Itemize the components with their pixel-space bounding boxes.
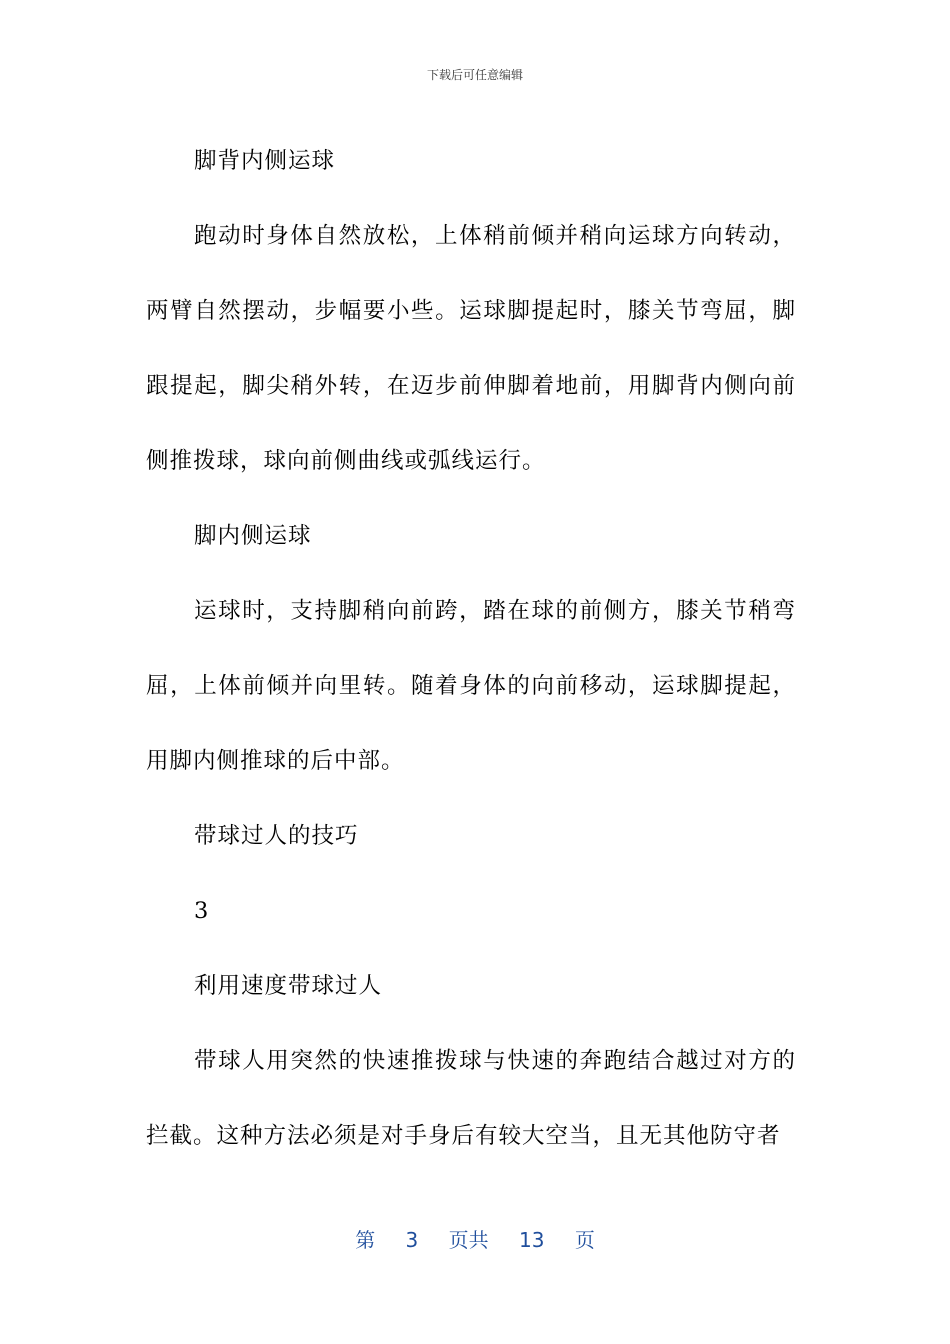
footer-middle: 页共 — [448, 1228, 489, 1252]
footer-suffix: 页 — [574, 1228, 595, 1252]
section-heading: 脚内侧运球 — [194, 523, 312, 549]
paragraph: 运球时，支持脚稍向前跨，踏在球的前侧方，膝关节稍弯屈，上体前倾并向里转。随着身体的向前移动，运球脚提起，用脚内侧推球的后中部。 — [146, 598, 796, 774]
section-heading: 带球过人的技巧 — [194, 823, 359, 849]
paragraph: 跑动时身体自然放松，上体稍前倾并稍向运球方向转动，两臂自然摆动，步幅要小些。运球脚提起时，膝关节弯屈，脚跟提起，脚尖稍外转，在迈步前伸脚着地前，用脚背内侧向前侧推拨球，球向前侧曲线或弧线运行。 — [146, 223, 796, 474]
header-note: 下载后可任意编辑 — [426, 68, 523, 82]
footer-prefix: 第 — [355, 1228, 376, 1252]
page-footer — [0, 1224, 950, 1253]
section-heading: 利用速度带球过人 — [194, 973, 383, 999]
paragraph: 带球人用突然的快速推拨球与快速的奔跑结合越过对方的拦截。这种方法必须是对手身后有较大空当，且无其他防守者 — [146, 1048, 796, 1149]
document-body — [146, 124, 796, 1174]
footer-current-page: 3 — [405, 1228, 419, 1252]
section-heading: 脚背内侧运球 — [194, 148, 336, 174]
section-number: 3 — [194, 898, 210, 924]
footer-total-pages: 13 — [519, 1228, 545, 1252]
